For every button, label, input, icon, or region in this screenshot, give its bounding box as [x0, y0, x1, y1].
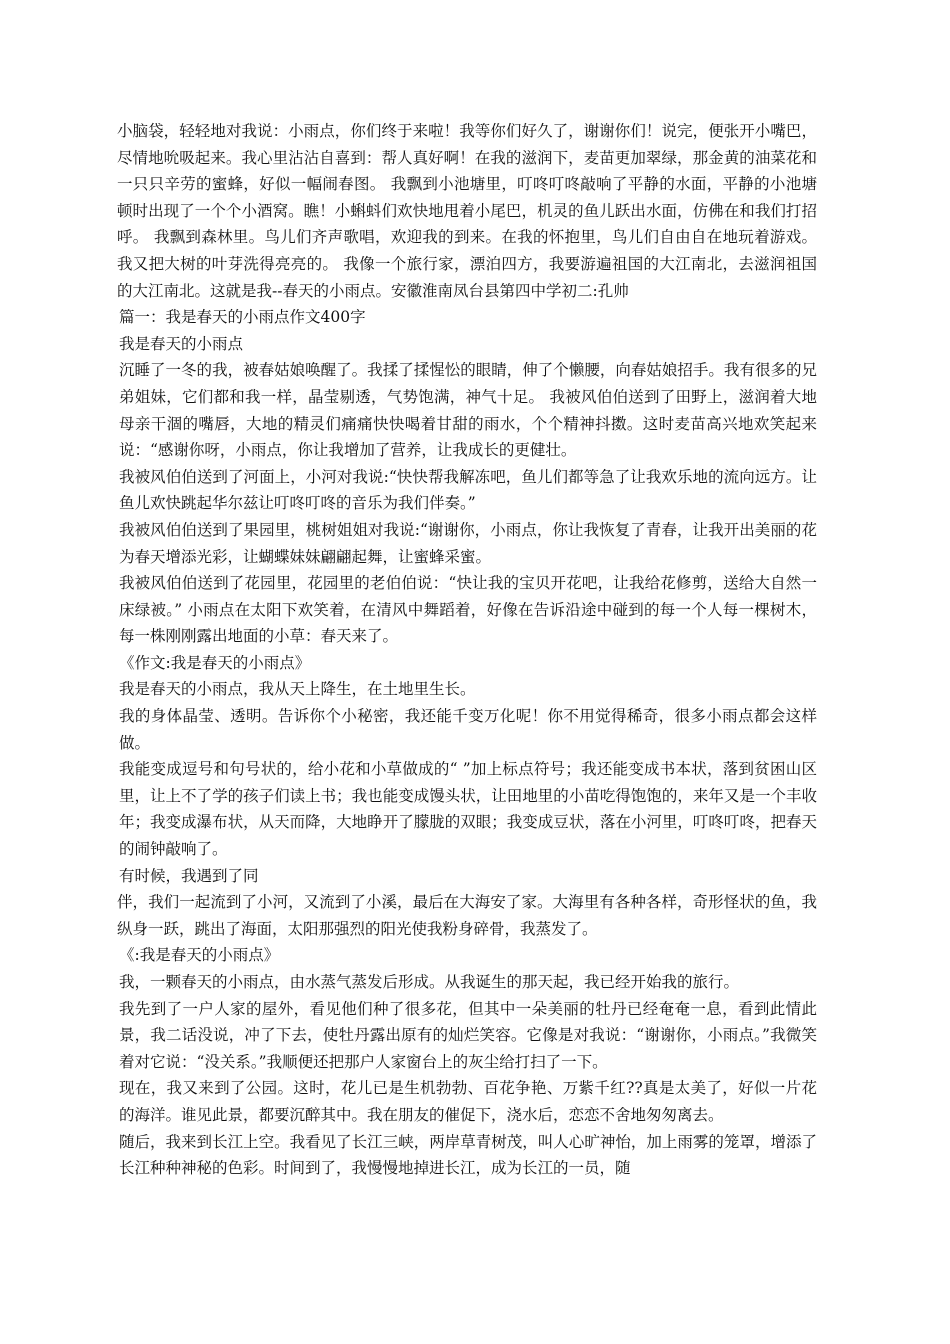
paragraph: 我被风伯伯送到了果园里，桃树姐姐对我说:“谢谢你，小雨点，你让我恢复了青春，让我开出美丽的花为春天增添光彩，让蝴蝶妹妹翩翩起舞，让蜜蜂采蜜。 [119, 520, 817, 566]
section-title: 篇一：我是春天的小雨点作文400字 [119, 308, 366, 327]
paragraph: 我被风伯伯送到了花园里，花园里的老伯伯说：“快让我的宝贝开花吧，让我给花修剪，送给大自然一床绿被。” 小雨点在太阳下欢笑着，在清风中舞蹈着，好像在告诉沿途中碰到的每一个人每一棵树木，每一株刚刚露出地面的小草：春天来了。 [119, 574, 817, 646]
paragraph: 现在，我又来到了公园。这时，花儿已是生机勃勃、百花争艳、万紫千红??真是太美了，好似一片花的海洋。谁见此景，都要沉醉其中。我在朋友的催促下，浇水后，恋恋不舍地匆匆离去。 [119, 1079, 817, 1124]
paragraph: 小脑袋，轻轻地对我说：小雨点，你们终于来啦！我等你们好久了，谢谢你们！说完，便张开小嘴巴，尽情地吮吸起来。我心里沾沾自喜到：帮人真好啊！在我的滋润下，麦苗更加翠绿，那金黄的油菜花和一只只辛劳的蜜蜂，好似一幅闹春图。 我飘到小池塘里，叮咚叮咚敲响了平静的水面，平静的小池塘顿时出现了一个个小酒窝。瞧！小蝌蚪们欢快地甩着小尾巴，机灵的鱼儿跃出水面，仿佛在和我们打招呼。 我飘到森林里。鸟儿们齐声歌唱，欢迎我的到来。在我的怀抱里，鸟儿们自由自在地玩着游戏。我又把大树的叶芽洗得亮亮的。 我像一个旅行家，漂泊四方，我要游遍祖国的大江南北，去滋润祖国的大江南北。这就是我--春天的小雨点。安徽淮南凤台县第四中学初二:孔帅 [117, 122, 817, 300]
essay-title: 《:我是春天的小雨点》 [119, 946, 280, 965]
paragraph: 随后，我来到长江上空。我看见了长江三峡，两岸草青树茂，叫人心旷神怡，加上雨雾的笼罩，增添了长江种种神秘的色彩。时间到了，我慢慢地掉进长江，成为长江的一员，随 [119, 1132, 817, 1178]
paragraph: 伴，我们一起流到了小河，又流到了小溪，最后在大海安了家。大海里有各种各样，奇形怪状的鱼，我纵身一跃，跳出了海面，太阳那强烈的阳光使我粉身碎骨，我蒸发了。 [117, 893, 817, 938]
paragraph: 我是春天的小雨点，我从天上降生，在土地里生长。 [119, 680, 476, 699]
document-body [117, 118, 817, 1182]
essay-title: 我是春天的小雨点 [119, 334, 244, 353]
essay-title: 《作文:我是春天的小雨点》 [119, 653, 311, 672]
paragraph: 我被风伯伯送到了河面上，小河对我说:“快快帮我解冻吧，鱼儿们都等急了让我欢乐地的流向远方。让鱼儿欢快跳起华尔兹让叮咚叮咚的音乐为我们伴奏。” [119, 467, 817, 513]
paragraph: 有时候，我遇到了同 [119, 866, 259, 885]
paragraph: 我，一颗春天的小雨点，由水蒸气蒸发后形成。从我诞生的那天起，我已经开始我的旅行。 [119, 973, 740, 991]
paragraph: 我先到了一户人家的屋外，看见他们种了很多花，但其中一朵美丽的牡丹已经奄奄一息，看到此情此景，我二话没说，冲了下去，使牡丹露出原有的灿烂笑容。它像是对我说：“谢谢你，小雨点。”我微笑着对它说：“没关系。”我顺便还把那户人家窗台上的灰尘给打扫了一下。 [119, 999, 817, 1071]
paragraph: 沉睡了一冬的我，被春姑娘唤醒了。我揉了揉惺忪的眼睛，伸了个懒腰，向春姑娘招手。我有很多的兄弟姐妹，它们都和我一样，晶莹剔透，气势饱满，神气十足。 我被风伯伯送到了田野上，滋润着大地母亲干涸的嘴唇，大地的精灵们痛痛快快喝着甘甜的雨水，个个精神抖擞。这时麦苗高兴地欢笑起来说：“感谢你呀，小雨点，你让我增加了营养，让我成长的更健壮。 [119, 361, 817, 460]
paragraph: 我能变成逗号和句号状的，给小花和小草做成的“ ”加上标点符号；我还能变成书本状，落到贫困山区里，让上不了学的孩子们读上书；我也能变成馒头状，让田地里的小苗吃得饱饱的，来年又是一个丰收年；我变成瀑布状，从天而降，大地睁开了朦胧的双眼；我变成豆状，落在小河里，叮咚叮咚，把春天的闹钟敲响了。 [119, 760, 817, 859]
paragraph: 我的身体晶莹、透明。告诉你个小秘密，我还能千变万化呢！你不用觉得稀奇，很多小雨点都会这样做。 [119, 707, 817, 752]
